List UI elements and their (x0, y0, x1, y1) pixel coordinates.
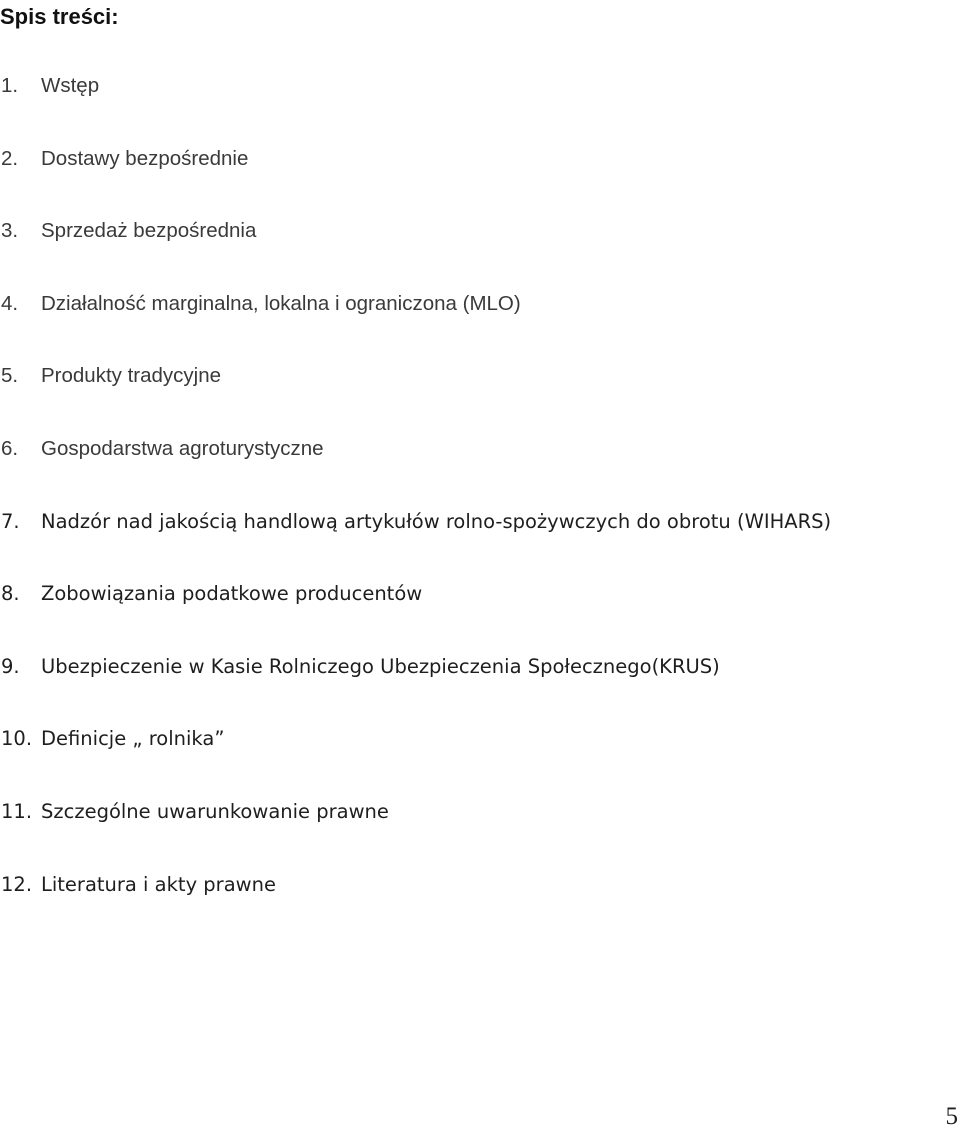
toc-item-number: 2. (1, 146, 19, 170)
table-of-contents (0, 71, 831, 942)
toc-item-label: Gospodarstwa agroturystyczne (41, 436, 324, 460)
toc-item-number: 12. (1, 872, 33, 896)
toc-item-number: 7. (1, 509, 20, 533)
toc-item-label: Szczególne uwarunkowanie prawne (41, 799, 389, 823)
toc-item-label: Literatura i akty prawne (41, 872, 276, 896)
toc-item-label: Nadzór nad jakością handlową artykułów rolno-spożywczych do obrotu (WIHARS) (41, 509, 832, 533)
toc-item-legal-conditions (0, 797, 831, 870)
page-number: 5 (945, 1103, 958, 1130)
toc-item-number: 10. (1, 727, 33, 751)
toc-item-number: 9. (1, 654, 20, 678)
toc-item-label: Wstęp (41, 74, 100, 97)
toc-item-agritourism-farms (0, 434, 831, 507)
toc-item-wihars-supervision (0, 507, 831, 580)
toc-item-mlo-activity (0, 289, 831, 362)
toc-item-label: Dostawy bezpośrednie (41, 146, 249, 170)
toc-item-traditional-products (0, 361, 831, 434)
toc-title: Spis treści: (0, 4, 119, 29)
toc-item-number: 1. (1, 74, 19, 97)
toc-item-label: Sprzedaż bezpośrednia (41, 219, 257, 243)
toc-item-number: 4. (1, 291, 19, 315)
toc-item-direct-supplies (0, 144, 831, 217)
toc-item-label: Ubezpieczenie w Kasie Rolniczego Ubezpieczenia Społecznego(KRUS) (41, 654, 720, 678)
toc-item-literature-legal-acts (0, 870, 831, 943)
toc-item-introduction (0, 71, 831, 144)
toc-item-number: 8. (1, 582, 20, 606)
toc-item-number: 6. (1, 436, 19, 460)
toc-item-farmer-definitions (0, 724, 831, 797)
toc-item-label: Definicje „ rolnika” (41, 727, 225, 751)
toc-item-label: Zobowiązania podatkowe producentów (41, 582, 423, 606)
toc-item-direct-sales (0, 216, 831, 289)
toc-item-label: Produkty tradycyjne (41, 364, 222, 388)
toc-item-label: Działalność marginalna, lokalna i ograniczona (MLO) (41, 291, 521, 315)
toc-item-krus-insurance (0, 652, 831, 725)
toc-item-number: 5. (1, 364, 19, 388)
toc-item-number: 3. (1, 219, 19, 243)
toc-item-number: 11. (1, 799, 33, 823)
toc-item-tax-obligations (0, 579, 831, 652)
